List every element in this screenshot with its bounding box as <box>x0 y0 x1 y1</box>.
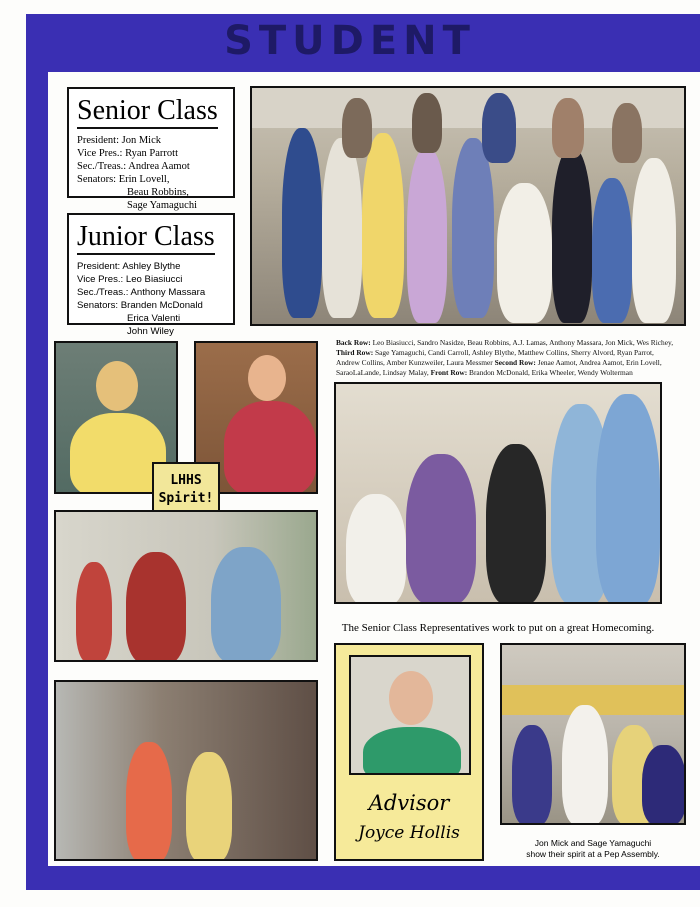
senior-line: Sage Yamaguchi <box>127 200 197 211</box>
caption-row-names: Jenae Aamot, Andrea Aamot, Erin Lovell, SaraoLaLande, Lindsay Malay, <box>336 358 662 377</box>
pep-caption-line: show their spirit at a Pep Assembly. <box>526 849 660 859</box>
advisor-photo <box>349 655 471 775</box>
junior-line: President: Ashley Blythe <box>77 261 181 272</box>
junior-class-heading: Junior Class <box>77 221 215 255</box>
senior-line: Beau Robbins, <box>127 187 189 198</box>
junior-line: Vice Pres.: Leo Biasiucci <box>77 274 183 285</box>
caption-row-label: Third Row: <box>336 348 374 357</box>
spirit-label-line: LHHS <box>170 473 202 488</box>
homecoming-photo <box>334 382 662 604</box>
caption-row-label: Front Row: <box>430 368 468 377</box>
advisor-name: Joyce Hollis <box>358 823 460 843</box>
spirit-photo-two-girls <box>54 510 318 662</box>
group-photo-caption <box>336 338 676 378</box>
senior-line: Senators: Erin Lovell, <box>77 174 170 185</box>
caption-row-label: Back Row: <box>336 338 371 347</box>
senior-line: President: Jon Mick <box>77 135 161 146</box>
advisor-title: Advisor <box>368 791 450 815</box>
junior-class-box <box>67 213 235 337</box>
caption-row-label: Second Row: <box>494 358 536 367</box>
pep-caption <box>500 838 686 860</box>
senior-class-box <box>67 87 235 211</box>
junior-line: Sec./Treas.: Anthony Massara <box>77 287 206 298</box>
junior-line: Senators: Branden McDonald <box>77 300 203 311</box>
senior-line: Vice Pres.: Ryan Parrott <box>77 148 179 159</box>
advisor-card <box>334 643 484 861</box>
caption-row-names: Sage Yamaguchi, Candi Carroll, Ashley Blythe, Matthew Collins, Sherry Alvord, Ryan Parrot, Andrew Collins, Amber Kunzweiler, Laura Messmer <box>336 348 654 367</box>
pep-caption-line: Jon Mick and Sage Yamaguchi <box>534 838 652 848</box>
group-photo <box>250 86 686 326</box>
senior-class-heading: Senior Class <box>77 95 218 129</box>
page-title: STUDENT <box>224 18 476 64</box>
junior-line: Erica Valenti <box>127 313 181 324</box>
senior-line: Sec./Treas.: Andrea Aamot <box>77 161 190 172</box>
caption-row-names: Leo Biasiucci, Sandro Nasidze, Beau Robbins, A.J. Lamas, Anthony Massara, Jon Mick, Wes Richey, <box>372 338 674 347</box>
caption-row-names: Brandon McDonald, Erika Wheeler, Wendy Wolterman <box>469 368 633 377</box>
pep-assembly-photo <box>500 643 686 825</box>
spirit-photo-dancers <box>54 680 318 861</box>
homecoming-caption: The Senior Class Representatives work to put on a great Homecoming. <box>341 622 655 634</box>
junior-line: John Wiley <box>127 326 174 337</box>
spirit-label-line: Spirit! <box>158 491 214 506</box>
